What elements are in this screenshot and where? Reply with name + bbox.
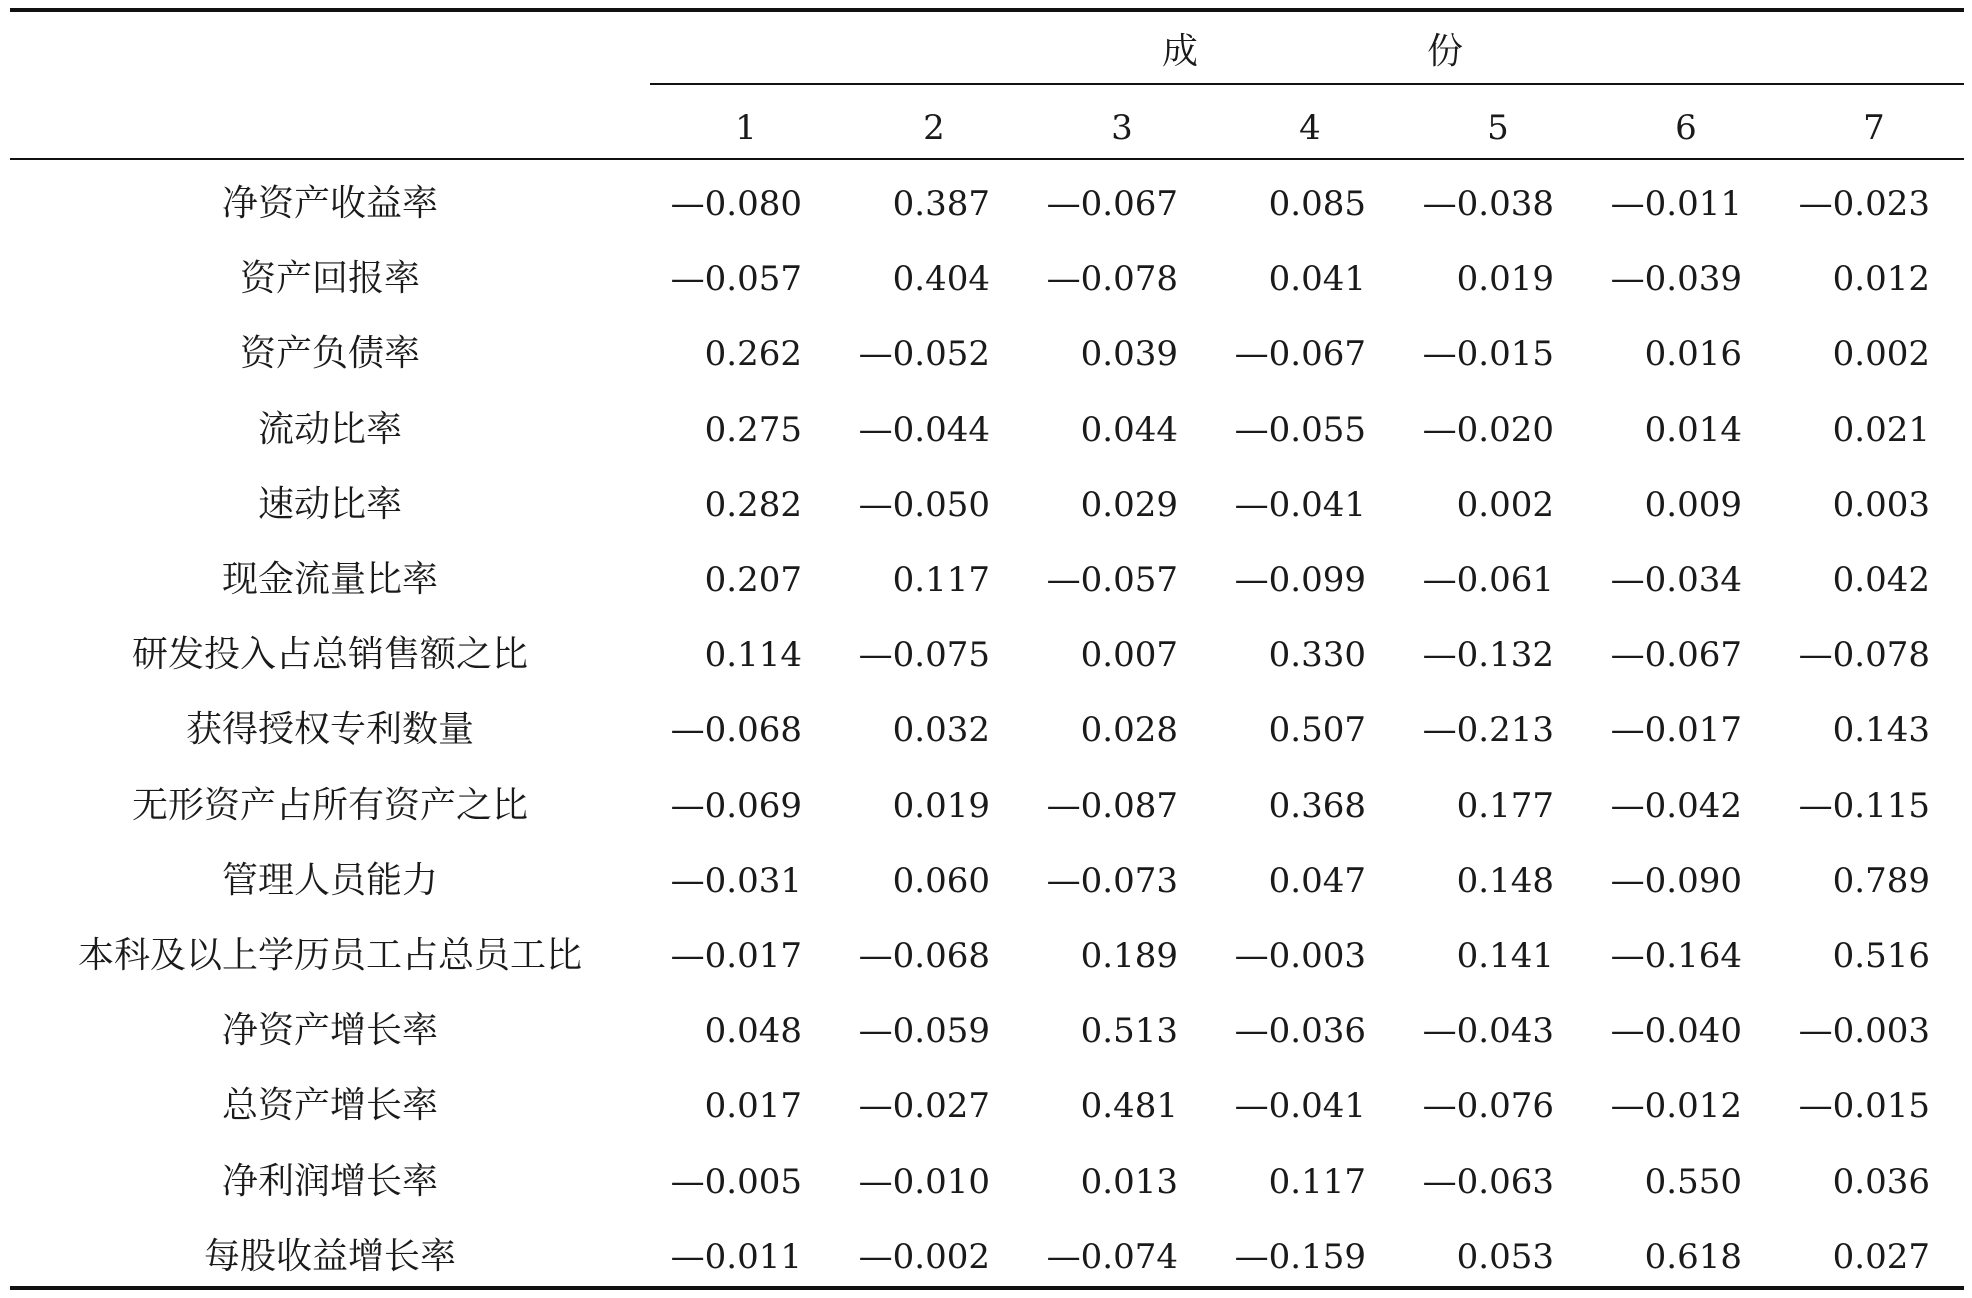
table-cell: 0.516 (1832, 936, 1930, 976)
row-label: 本科及以上学历员工占总员工比 (77, 935, 582, 976)
table-cell: 0.481 (1080, 1086, 1178, 1126)
table-cell: 0.282 (704, 485, 802, 525)
table-cell: —0.039 (1610, 259, 1742, 299)
table-cell: —0.027 (858, 1086, 990, 1126)
table-cell: 0.014 (1644, 410, 1742, 450)
table-cell: 0.060 (892, 861, 990, 901)
table-cell: 0.041 (1268, 259, 1366, 299)
table-cell: 0.114 (704, 635, 802, 675)
table-cell: 0.036 (1832, 1162, 1930, 1202)
row-label: 流动比率 (257, 409, 402, 450)
table-cell: —0.015 (1422, 334, 1554, 374)
table-cell: 0.002 (1456, 485, 1554, 525)
table-cell: 0.042 (1832, 560, 1930, 600)
row-label: 资产回报率 (239, 258, 420, 299)
table-cell: —0.057 (1046, 560, 1178, 600)
table-cell: 0.044 (1080, 410, 1178, 450)
table-cell: 0.019 (1456, 259, 1554, 299)
table-cell: 0.019 (892, 786, 990, 826)
table-cell: 0.789 (1832, 861, 1930, 901)
table-cell: —0.023 (1798, 184, 1930, 224)
table-cell: —0.034 (1610, 560, 1742, 600)
table-cell: —0.003 (1234, 936, 1366, 976)
column-header-7: 7 (1863, 108, 1885, 148)
table-cell: —0.213 (1422, 710, 1554, 750)
table-cell: 0.009 (1644, 485, 1742, 525)
table-cell: 0.368 (1268, 786, 1366, 826)
table-cell: —0.090 (1610, 861, 1742, 901)
table-cell: 0.028 (1080, 710, 1178, 750)
table-cell: —0.061 (1422, 560, 1554, 600)
table-cell: 0.513 (1080, 1011, 1178, 1051)
table-cell: 0.085 (1268, 184, 1366, 224)
group-header-rule (650, 83, 1964, 85)
row-label: 速动比率 (257, 484, 402, 525)
group-header-right: 份 (1426, 31, 1463, 72)
table-cell: 0.404 (892, 259, 990, 299)
table-cell: —0.080 (670, 184, 802, 224)
table-cell: 0.387 (892, 184, 990, 224)
table-cell: 0.053 (1456, 1237, 1554, 1277)
table-cell: —0.041 (1234, 1086, 1366, 1126)
table-cell: —0.017 (670, 936, 802, 976)
table-cell: —0.043 (1422, 1011, 1554, 1051)
table-cell: 0.330 (1268, 635, 1366, 675)
table-cell: —0.020 (1422, 410, 1554, 450)
table-cell: —0.073 (1046, 861, 1178, 901)
table-cell: —0.115 (1798, 786, 1930, 826)
table-cell: 0.003 (1832, 485, 1930, 525)
table-cell: —0.036 (1234, 1011, 1366, 1051)
table-cell: —0.068 (670, 710, 802, 750)
table-cell: 0.143 (1832, 710, 1930, 750)
table-cell: —0.075 (858, 635, 990, 675)
table-cell: —0.003 (1798, 1011, 1930, 1051)
table-cell: 0.017 (704, 1086, 802, 1126)
table-cell: —0.015 (1798, 1086, 1930, 1126)
table-cell: —0.052 (858, 334, 990, 374)
row-label: 资产负债率 (239, 333, 420, 374)
row-label: 无形资产占所有资产之比 (131, 785, 528, 826)
table-cell: 0.027 (1832, 1237, 1930, 1277)
table-cell: —0.042 (1610, 786, 1742, 826)
row-label: 净利润增长率 (221, 1161, 438, 1202)
table-cell: 0.177 (1456, 786, 1554, 826)
table-cell: —0.067 (1046, 184, 1178, 224)
row-label: 净资产增长率 (221, 1010, 438, 1051)
row-label: 每股收益增长率 (203, 1236, 456, 1277)
table-cell: 0.021 (1832, 410, 1930, 450)
row-label: 净资产收益率 (221, 183, 438, 224)
table-cell: —0.005 (670, 1162, 802, 1202)
table-cell: —0.010 (858, 1162, 990, 1202)
table-cell: —0.067 (1610, 635, 1742, 675)
table-cell: 0.275 (704, 410, 802, 450)
table-cell: 0.029 (1080, 485, 1178, 525)
table-cell: —0.078 (1046, 259, 1178, 299)
column-header-3: 3 (1111, 108, 1133, 148)
table-cell: —0.069 (670, 786, 802, 826)
table-cell: —0.040 (1610, 1011, 1742, 1051)
group-header-left: 成 (1161, 31, 1198, 72)
row-label: 获得授权专利数量 (185, 709, 474, 750)
column-header-6: 6 (1675, 108, 1697, 148)
table-cell: —0.087 (1046, 786, 1178, 826)
bottom-rule (10, 1286, 1964, 1290)
table-cell: 0.550 (1644, 1162, 1742, 1202)
table-cell: 0.047 (1268, 861, 1366, 901)
table-cell: —0.044 (858, 410, 990, 450)
table-cell: —0.068 (858, 936, 990, 976)
table-cell: 0.039 (1080, 334, 1178, 374)
table-cell: 0.117 (1268, 1162, 1366, 1202)
table-cell: 0.618 (1644, 1237, 1742, 1277)
table-cell: —0.132 (1422, 635, 1554, 675)
table-cell: —0.067 (1234, 334, 1366, 374)
table-cell: —0.038 (1422, 184, 1554, 224)
table-cell: —0.057 (670, 259, 802, 299)
table-cell: 0.013 (1080, 1162, 1178, 1202)
table-cell: 0.016 (1644, 334, 1742, 374)
table-cell: 0.141 (1456, 936, 1554, 976)
row-label: 现金流量比率 (221, 559, 438, 600)
table-cell: 0.032 (892, 710, 990, 750)
table-cell: 0.048 (704, 1011, 802, 1051)
row-label: 总资产增长率 (221, 1085, 438, 1126)
table-cell: —0.078 (1798, 635, 1930, 675)
table-cell: —0.164 (1610, 936, 1742, 976)
table-cell: 0.012 (1832, 259, 1930, 299)
table-cell: —0.063 (1422, 1162, 1554, 1202)
table-cell: —0.055 (1234, 410, 1366, 450)
table-cell: —0.041 (1234, 485, 1366, 525)
table-cell: —0.074 (1046, 1237, 1178, 1277)
table-cell: —0.159 (1234, 1237, 1366, 1277)
table-cell: 0.207 (704, 560, 802, 600)
top-rule (10, 8, 1964, 12)
table-cell: 0.007 (1080, 635, 1178, 675)
table-cell: —0.031 (670, 861, 802, 901)
table-cell: —0.099 (1234, 560, 1366, 600)
table-cell: —0.012 (1610, 1086, 1742, 1126)
column-header-4: 4 (1299, 108, 1321, 148)
table-cell: —0.002 (858, 1237, 990, 1277)
table-cell: —0.011 (670, 1237, 802, 1277)
column-header-5: 5 (1487, 108, 1509, 148)
table-cell: 0.189 (1080, 936, 1178, 976)
table-cell: 0.117 (892, 560, 990, 600)
table-cell: 0.002 (1832, 334, 1930, 374)
column-header-2: 2 (923, 108, 945, 148)
header-bottom-rule (10, 158, 1964, 160)
table-cell: —0.050 (858, 485, 990, 525)
table-cell: —0.017 (1610, 710, 1742, 750)
table-cell: 0.507 (1268, 710, 1366, 750)
table-cell: —0.076 (1422, 1086, 1554, 1126)
table-cell: —0.011 (1610, 184, 1742, 224)
table-cell: 0.262 (704, 334, 802, 374)
table-cell: 0.148 (1456, 861, 1554, 901)
table-cell: —0.059 (858, 1011, 990, 1051)
column-header-1: 1 (735, 108, 757, 148)
row-label: 管理人员能力 (221, 860, 438, 901)
row-label: 研发投入占总销售额之比 (131, 634, 528, 675)
